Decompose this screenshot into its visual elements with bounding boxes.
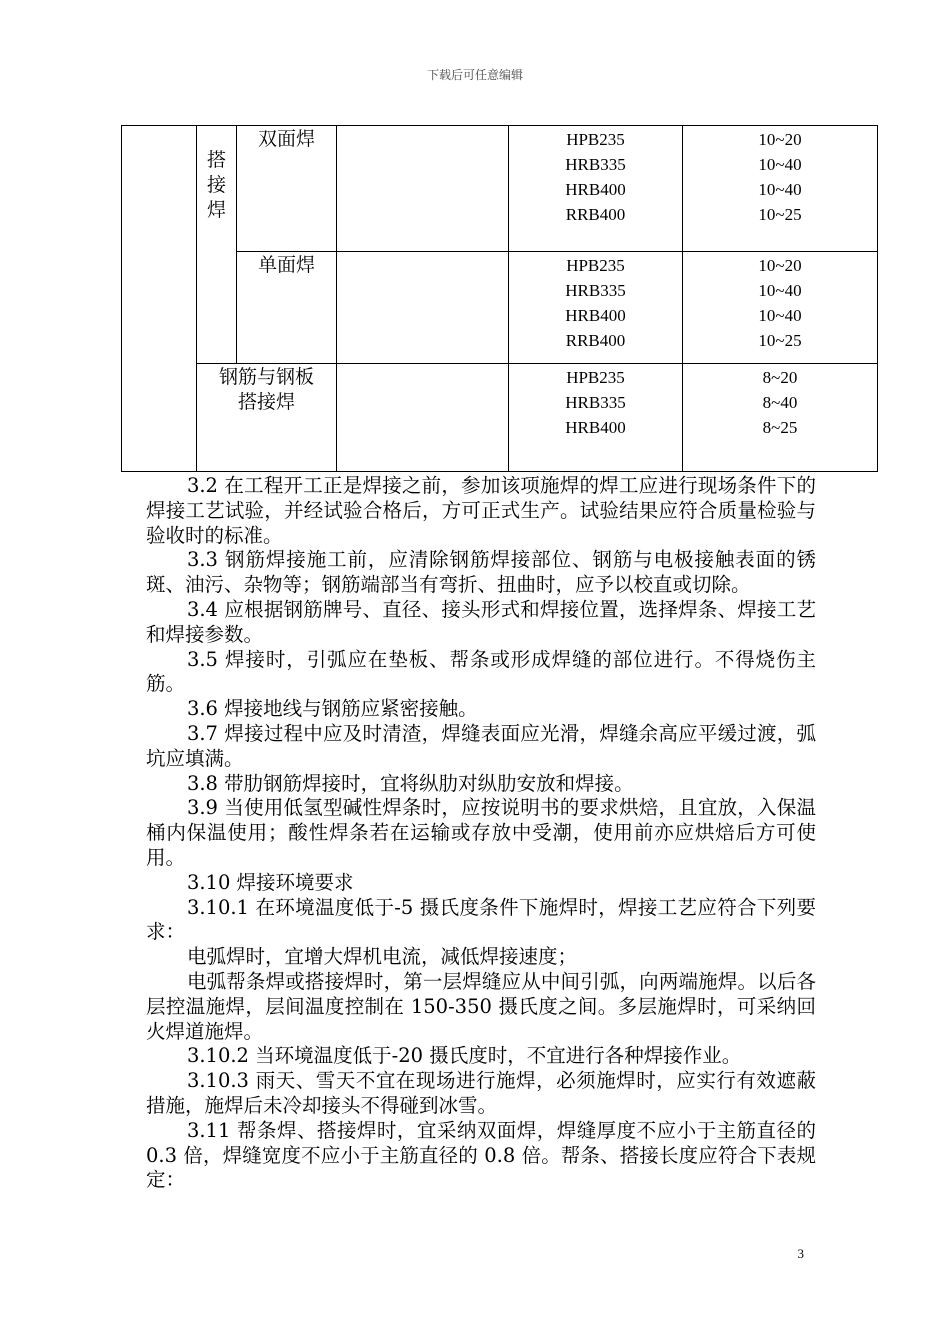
plate-grade-list: HPB235 HRB335 HRB400 [509, 364, 683, 472]
paragraph-3-4: 3.4 应根据钢筋牌号、直径、接头形式和焊接位置，选择焊条、焊接工艺和焊接参数。 [146, 597, 816, 646]
welding-spec-table [121, 125, 878, 472]
double-side-weld-label: 双面焊 [237, 126, 337, 252]
single-grade-list: HPB235 HRB335 HRB400 RRB400 [509, 252, 683, 364]
paragraph-3-11: 3.11 帮条焊、搭接焊时，宜采纳双面焊，焊缝厚度不应小于主筋直径的 0.3 倍，焊缝宽度不应小于主筋直径的 0.8 倍。帮条、搭接长度应符合下表规定： [146, 1118, 816, 1192]
paragraph-3-10: 3.10 焊接环境要求 [186, 870, 354, 894]
lap-weld-label: 搭 接 焊 [197, 126, 237, 364]
paragraph-strap-weld: 电弧帮条焊或搭接焊时，第一层焊缝应从中间引弧，向两端施焊。以后各层控温施焊，层间温度控制在 150-350 摄氏度之间。多层施焊时，可采纳回火焊道施焊。 [146, 969, 816, 1043]
paragraph-3-10-3: 3.10.3 雨天、雪天不宜在现场进行施焊，必须施焊时，应实行有效遮蔽措施，施焊后未冷却接头不得碰到冰雪。 [146, 1069, 816, 1117]
plate-diameter-list: 8~20 8~40 8~25 [683, 364, 878, 472]
single-diameter-list: 10~20 10~40 10~40 10~25 [683, 252, 878, 364]
paragraph-3-2: 3.2 在工程开工正是焊接之前，参加该项施焊的焊工应进行现场条件下的焊接工艺试验，并经试验合格后，方可正式生产。试验结果应符合质量检验与验收时的标准。 [146, 474, 816, 547]
page-header: 下载后可任意编辑 [426, 68, 523, 82]
plate-lap-weld-label: 钢筋与钢板 搭接焊 [197, 364, 337, 472]
paragraph-3-10-1: 3.10.1 在环境温度低于-5 摄氏度条件下施焊时，焊接工艺应符合下列要求： [146, 895, 816, 944]
table-method-cell [122, 126, 197, 472]
table-empty-cell [337, 252, 509, 364]
paragraph-3-9: 3.9 当使用低氢型碱性焊条时，应按说明书的要求烘焙，且宜放，入保温桶内保温使用；酸性焊条若在运输或存放中受潮，使用前亦应烘焙后方可使用。 [146, 796, 816, 869]
double-diameter-list: 10~20 10~40 10~40 10~25 [683, 126, 878, 252]
body-text [146, 474, 816, 1193]
paragraph-3-10-2: 3.10.2 当环境温度低于-20 摄氏度时，不宜进行各种焊接作业。 [186, 1044, 742, 1068]
paragraph-3-8: 3.8 带肋钢筋焊接时，宜将纵肋对纵肋安放和焊接。 [186, 771, 634, 795]
single-side-weld-label: 单面焊 [237, 252, 337, 364]
paragraph-3-6: 3.6 焊接地线与钢筋应紧密接触。 [186, 697, 478, 721]
paragraph-3-5: 3.5 焊接时，引弧应在垫板、帮条或形成焊缝的部位进行。不得烧伤主筋。 [146, 647, 816, 696]
paragraph-3-7: 3.7 焊接过程中应及时清渣，焊缝表面应光滑，焊缝余高应平缓过渡，弧坑应填满。 [146, 721, 816, 770]
table-empty-cell [337, 126, 509, 252]
paragraph-arc-weld: 电弧焊时，宜增大焊机电流，减低焊接速度； [186, 945, 577, 969]
paragraph-3-3: 3.3 钢筋焊接施工前，应清除钢筋焊接部位、钢筋与电极接触表面的锈斑、油污、杂物等；钢筋端部当有弯折、扭曲时，应予以校直或切除。 [146, 548, 816, 597]
table-empty-cell [337, 364, 509, 472]
double-grade-list: HPB235 HRB335 HRB400 RRB400 [509, 126, 683, 252]
page-number: 3 [797, 1246, 804, 1261]
